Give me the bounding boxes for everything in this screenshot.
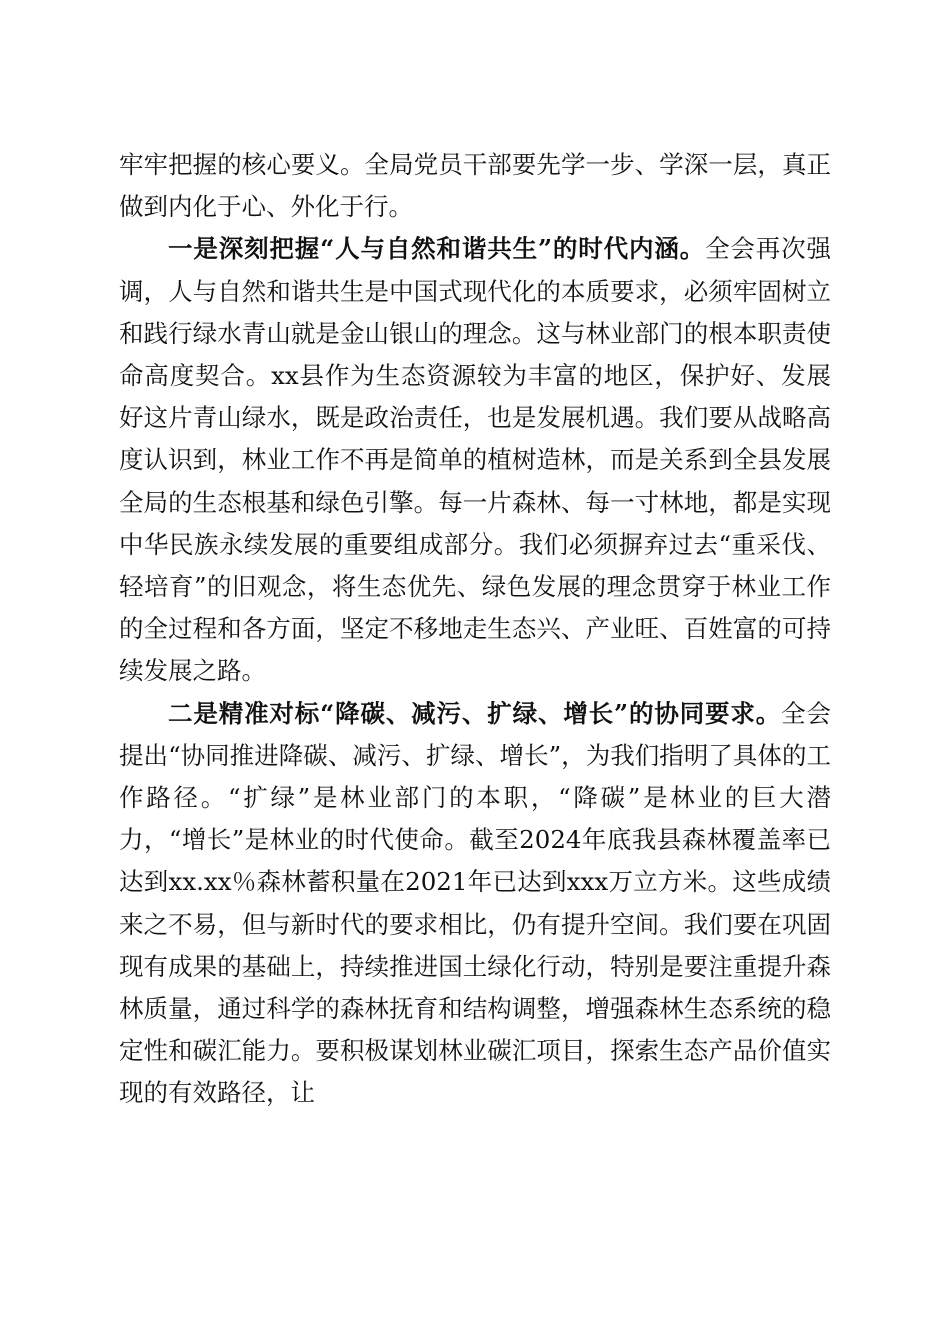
- paragraph-continuation: [119, 144, 831, 228]
- paragraph-lead-heading: 一是深刻把握“人与自然和谐共生”的时代内涵。: [168, 234, 706, 264]
- document-body: [119, 144, 831, 1115]
- paragraph-carbon: [119, 693, 831, 1115]
- paragraph-ecology: [119, 228, 831, 692]
- paragraph-lead-heading: 二是精准对标“降碳、减污、扩绿、增长”的协同要求。: [168, 698, 782, 728]
- paragraph-text: 全会提出“协同推进降碳、减污、扩绿、增长”，为我们指明了具体的工作路径。“扩绿”是林业部门的本职，“降碳”是林业的巨大潜力，“增长”是林业的时代使命。截至2024年底我县森林覆盖率已达到xx.xx％森林蓄积量在2021年已达到xxx万立方米。这些成绩来之不易，但与新时代的要求相比，仍有提升空间。我们要在巩固现有成果的基础上，持续推进国土绿化行动，特别是要注重提升森林质量，通过科学的森林抚育和结构调整，增强森林生态系统的稳定性和碳汇能力。要积极谋划林业碳汇项目，探索生态产品价值实现的有效路径，让: [119, 698, 831, 1108]
- paragraph-text: 牢牢把握的核心要义。全局党员干部要先学一步、学深一层，真正做到内化于心、外化于行。: [119, 150, 831, 222]
- paragraph-text: 全会再次强调，人与自然和谐共生是中国式现代化的本质要求，必须牢固树立和践行绿水青山就是金山银山的理念。这与林业部门的根本职责使命高度契合。xx县作为生态资源较为丰富的地区，保护好、发展好这片青山绿水，既是政治责任，也是发展机遇。我们要从战略高度认识到，林业工作不再是简单的植树造林，而是关系到全县发展全局的生态根基和绿色引擎。每一片森林、每一寸林地，都是实现中华民族永续发展的重要组成部分。我们必须摒弃过去“重采伐、轻培育”的旧观念，将生态优先、绿色发展的理念贯穿于林业工作的全过程和各方面，坚定不移地走生态兴、产业旺、百姓富的可持续发展之路。: [119, 234, 831, 686]
